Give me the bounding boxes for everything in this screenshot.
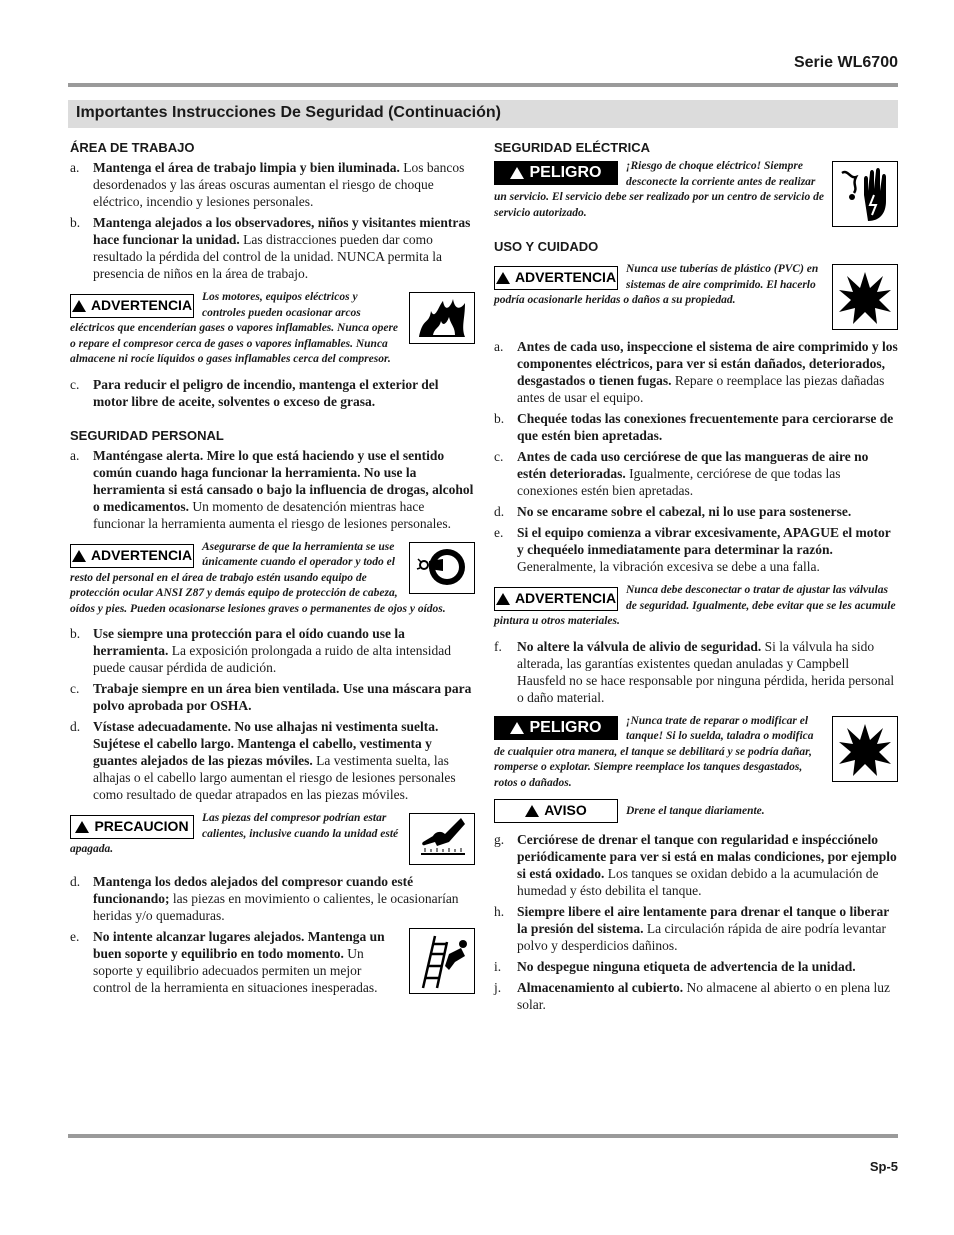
right-column: [494, 136, 898, 1017]
item-letter: i.: [494, 959, 502, 974]
item-bold: Antes de cada uso, inspeccione el sistema de aire comprimido y los componentes eléctricos, para ver si están dañados, deteriorados, desgastados o tienen fugas.: [517, 339, 898, 388]
item-bold: Siempre libere el aire lentamente para drenar el tanque o liberar la presión del sistema.: [517, 904, 889, 936]
item-letter: b.: [70, 626, 81, 641]
item-bold: Almacenamiento al cubierto.: [517, 980, 684, 995]
item-bold: Use siempre una protección para el oído cuando use la herramienta.: [93, 626, 405, 658]
page-number: Sp-5: [869, 1159, 898, 1174]
danger-text: ¡Nunca trate de reparar o modificar el tanque! Si lo suelda, taladra o modifica de cualquier otra manera, el tanque se debilitará y se podría dañar, romperse o explotar. Siempre reemplace los tanques desgastados, rotos o dañados.: [494, 714, 814, 789]
warning-badge: [70, 544, 194, 568]
item-letter: h.: [494, 904, 505, 919]
list-item: [494, 903, 898, 954]
badge-label: PELIGRO: [529, 718, 602, 736]
warning-text: Nunca debe desconectar o tratar de ajustar las válvulas de seguridad. Igualmente, debe evitar que se les acumule pintura u otros materiales.: [494, 584, 896, 627]
badge-label: ADVERTENCIA: [90, 546, 193, 563]
caution-block: [70, 811, 475, 865]
item-letter: g.: [494, 832, 505, 847]
item-letter: c.: [70, 376, 80, 392]
warning-block: [70, 540, 475, 618]
item-bold: No despegue ninguna etiqueta de advertencia de la unidad.: [517, 959, 856, 974]
item-text: las piezas en movimiento o calientes, le ocasionarían heridas y/o quemaduras.: [93, 891, 459, 923]
badge-label: ADVERTENCIA: [90, 297, 193, 314]
item-bold: Si el equipo comienza a vibrar excesivamente, APAGUE el motor y chequéelo inmediatamente para determinar la razón.: [517, 525, 891, 557]
item-bold: No intente alcanzar lugares alejados. Mantenga un buen soporte y equilibrio en todo momento.: [93, 929, 385, 961]
section-bar: [68, 100, 898, 128]
list-item: [494, 958, 898, 975]
bottom-rule: [68, 1134, 898, 1138]
item-letter: b.: [70, 215, 81, 230]
item-letter: b.: [494, 411, 505, 426]
badge-label: ADVERTENCIA: [514, 269, 617, 286]
item-text: No almacene al abierto o en plena luz solar.: [517, 980, 890, 1012]
item-letter: j.: [494, 980, 502, 995]
warning-block: [494, 583, 898, 630]
warning-badge: [70, 294, 194, 318]
danger-block: [494, 714, 898, 792]
item-letter: d.: [70, 874, 81, 889]
item-bold: Mantenga los dedos alejados del compresor cuando esté funcionando;: [93, 874, 414, 906]
list-item: [494, 638, 898, 706]
list-item: [70, 625, 475, 676]
notice-text: Drene el tanque diariamente.: [626, 805, 765, 817]
item-letter: a.: [70, 160, 80, 175]
item-text: La vestimenta suelta, las alhajas o el cabello largo aumentan el riesgo de lesiones personales como resultado de quedar atrapados en las piezas móviles.: [93, 753, 456, 802]
warning-badge: [494, 266, 618, 290]
item-text: Las distracciones pueden dar como resultado la pérdida del control de la unidad. NUNCA permita la presencia de niños en la área de trabajo.: [93, 232, 443, 281]
explosion-icon: [832, 716, 898, 782]
item-text: Los bancos desordenados y las áreas oscuras aumentan el riesgo de choque eléctrico, incendio y lesiones personales.: [93, 160, 465, 209]
eye-ear-protection-icon: [409, 542, 475, 594]
danger-badge: [494, 161, 618, 185]
item-text: Un soporte y equilibrio adecuados permiten un mejor control de la herramienta en situaciones inesperadas.: [93, 946, 378, 995]
badge-label: AVISO: [544, 802, 587, 819]
item-bold: Manténgase alerta. Mire lo que está haciendo y use el sentido común cuando haga funcionar la herramienta. No use la herramienta si está cansado o bajo la influencia de drogas, alcohol o medicamentos.: [93, 447, 474, 514]
list-item: [494, 448, 898, 499]
caution-text: Las piezas del compresor podrían estar calientes, inclusive cuando la unidad esté apagada.: [70, 812, 399, 855]
danger-text: ¡Riesgo de choque eléctrico! Siempre desconecte la corriente antes de realizar un servicio. El servicio debe ser realizado por un centro de servicio de servicio autorizado.: [494, 160, 824, 219]
warning-text: Asegurarse de que la herramienta se use únicamente cuando el operador y todo el resto del personal en el área de trabajo estén usando equipo de protección ocular ANSI Z87 y demás equipo de protección de cabeza, oídos y pies. Pueden ocasionarse lesiones graves o permanentes de ojos y oídos.: [70, 540, 446, 615]
item-text: Un momento de desatención mientras hace funcionar la herramienta aumenta el riesgo de lesiones personales.: [93, 498, 451, 531]
badge-label: PELIGRO: [529, 164, 602, 182]
item-letter: d.: [494, 504, 505, 519]
warning-text: Los motores, equipos eléctricos y controles pueden ocasionar arcos eléctricos que encenderían gases o vapores inflamables. Nunca opere o repare el compresor cerca de gases o vapores inflamables. Nunca almacene ni rocíe líquidos o gases inflamables cerca del compresor.: [70, 291, 399, 365]
item-letter: e.: [70, 929, 80, 944]
item-bold: Mantenga el área de trabajo limpia y bien iluminada.: [93, 160, 400, 175]
item-text: Generalmente, la vibración excesiva se debe a una falla.: [517, 559, 820, 574]
danger-block: [494, 159, 898, 227]
item-letter: c.: [494, 449, 504, 464]
item-bold: No se encarame sobre el cabezal, ni lo use para sostenerse.: [517, 504, 852, 519]
elec-title: SEGURIDAD ELÉCTRICA: [494, 140, 651, 155]
item-letter: f.: [494, 638, 502, 654]
item-text: Si la válvula ha sido alterada, las garantías existentes quedan anuladas y Campbell Hausfeld no se hace responsable por ninguna pérdida, herida personal o daño material.: [517, 638, 895, 705]
item-bold: Trabaje siempre en un área bien ventilada. Use una máscara para polvo aprobada por OSHA.: [93, 681, 472, 713]
left-column: [70, 136, 475, 1000]
list-item: [494, 338, 898, 406]
use-title: USO Y CUIDADO: [494, 239, 599, 254]
fire-icon: [409, 292, 475, 344]
danger-badge: [494, 716, 618, 740]
badge-label: PRECAUCION: [94, 818, 189, 835]
item-letter: a.: [494, 339, 504, 354]
list-item: [494, 524, 898, 575]
item-text: La circulación rápida de aire podría levantar polvo y desperdicios dañinos.: [517, 921, 887, 953]
explosion-icon: [832, 264, 898, 330]
list-item: [70, 214, 475, 282]
hot-surface-icon: [409, 813, 475, 865]
item-bold: Cerciórese de drenar el tanque con regularidad e inspécciónelo periódicamente para ver si está en malas condiciones, por ejemplo si está oxidado.: [517, 832, 897, 881]
area-title: ÁREA DE TRABAJO: [70, 140, 195, 155]
notice-block: [494, 799, 898, 823]
electric-shock-icon: [832, 161, 898, 227]
list-item: [494, 831, 898, 899]
caution-badge: [70, 815, 194, 839]
list-item: [70, 928, 475, 996]
list-item: [70, 159, 475, 210]
section-title: Importantes Instrucciones De Seguridad (Continuación): [76, 104, 501, 121]
item-text: Repare o reemplace las piezas dañadas antes de usar el equipo.: [517, 373, 885, 405]
list-item: [70, 873, 475, 924]
list-item: [70, 718, 475, 803]
notice-badge: [494, 799, 618, 823]
warning-block: [494, 262, 898, 330]
item-bold: Vístase adecuadamente. No use alhajas ni vestimenta suelta. Sujétese el cabello largo. Mantenga el cabello, vestimenta y guantes alejados de las piezas móviles.: [93, 719, 439, 768]
list-item: [70, 680, 475, 714]
item-bold: Mantenga alejados a los observadores, niños y visitantes mientras hace funcionar la unidad.: [93, 215, 471, 247]
item-letter: e.: [494, 525, 504, 540]
list-item: [70, 376, 475, 410]
item-bold: Chequée todas las conexiones frecuentemente para cerciorarse de que estén bien apretadas.: [517, 411, 894, 443]
item-bold: Para reducir el peligro de incendio, mantenga el exterior del motor libre de aceite, solventes o exceso de grasa.: [93, 376, 439, 409]
warning-text: Nunca use tuberías de plástico (PVC) en sistemas de aire comprimido. El hacerlo podría ocasionarle heridas o daños a su propiedad.: [494, 263, 819, 306]
list-item: [494, 979, 898, 1013]
item-bold: No altere la válvula de alivio de seguridad.: [517, 638, 762, 654]
series-title: Serie WL6700: [793, 54, 898, 71]
ladder-fall-icon: [409, 928, 475, 994]
item-text: Igualmente, cerciórese de que todas las conexiones estén bien apretadas.: [517, 466, 841, 498]
item-text: La exposición prolongada a ruido de alta intensidad puede causar pérdida de audición.: [93, 643, 452, 675]
warning-badge: [494, 587, 618, 611]
item-text: Los tanques se oxidan debido a la acumulación de humedad y ésto debilita el tanque.: [517, 866, 879, 898]
personal-title: SEGURIDAD PERSONAL: [70, 427, 224, 443]
item-letter: c.: [70, 681, 80, 696]
list-item: [70, 447, 475, 532]
badge-label: ADVERTENCIA: [514, 590, 617, 607]
item-letter: a.: [70, 447, 80, 463]
item-letter: d.: [70, 719, 81, 734]
top-rule: [68, 83, 898, 87]
list-item: [494, 503, 898, 520]
warning-block: [70, 290, 475, 368]
item-bold: Antes de cada uso cerciórese de que las mangueras de aire no estén deterioradas.: [517, 449, 869, 481]
list-item: [494, 410, 898, 444]
